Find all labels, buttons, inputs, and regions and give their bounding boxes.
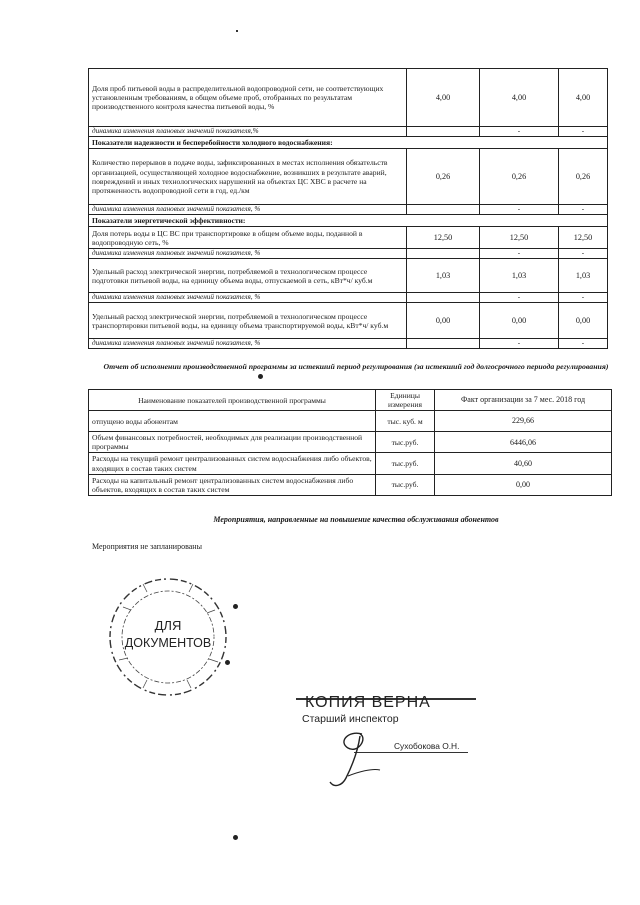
indicator-name: динамика изменения плановых значений показателя, % <box>89 339 407 349</box>
indicator-row <box>89 69 608 127</box>
dynamics-row <box>89 249 608 259</box>
indicator-name: динамика изменения плановых значений показателя, % <box>89 205 407 215</box>
indicator-name: динамика изменения плановых значений показателя, % <box>89 293 407 303</box>
signature <box>318 728 388 790</box>
bullet-dot <box>225 660 230 665</box>
measures-title: Мероприятия, направленные на повышение качества обслуживания абонентов <box>213 515 499 524</box>
indicator-value: - <box>480 293 559 303</box>
stamp-graphic <box>103 572 233 702</box>
table-row <box>89 453 612 474</box>
round-stamp <box>103 572 233 702</box>
table-row <box>89 411 612 432</box>
stamp-line-1: ДЛЯ <box>154 618 182 633</box>
scan-mark <box>236 30 238 32</box>
indicator-value: - <box>480 127 559 137</box>
indicator-name: Доля потерь воды в ЦС ВС при транспортировке в общем объеме воды, поданной в водопроводную сеть, % <box>89 227 407 249</box>
indicator-value <box>407 339 480 349</box>
header-unit: Единицы измерения <box>376 390 435 411</box>
indicator-value <box>407 127 480 137</box>
section-header-row <box>89 215 608 227</box>
indicator-value: 0,00 <box>480 303 559 339</box>
dynamics-row <box>89 293 608 303</box>
copy-stamp-role: Старший инспектор <box>302 713 399 725</box>
indicator-value: 4,00 <box>407 69 480 127</box>
table-row <box>89 474 612 495</box>
table-header-row <box>89 390 612 411</box>
row-value: 229,66 <box>435 411 612 432</box>
indicator-value: - <box>559 293 608 303</box>
indicator-value: 0,26 <box>480 149 559 205</box>
dynamics-row <box>89 205 608 215</box>
bullet-dot <box>258 374 263 379</box>
stamp-line-2: ДОКУМЕНТОВ <box>124 636 212 650</box>
indicator-name: Удельный расход электрической энергии, потребляемой в технологическом процессе подготовки питьевой воды, на единицу объема воды, отпускаемой в сеть, кВт*ч/ куб.м <box>89 259 407 293</box>
section-header-row <box>89 137 608 149</box>
indicator-value: 1,03 <box>559 259 608 293</box>
indicator-name: Удельный расход электрической энергии, потребляемой в технологическом процессе транспортировки питьевой воды, на единицу объема транспортируемой воды, кВт*ч/ куб.м <box>89 303 407 339</box>
indicator-row <box>89 227 608 249</box>
section-title: Показатели энергетической эффективности: <box>89 215 608 227</box>
indicator-value: 1,03 <box>480 259 559 293</box>
header-name: Наименование показателей производственной программы <box>89 390 376 411</box>
indicator-value: 1,03 <box>407 259 480 293</box>
bullet-dot <box>233 604 238 609</box>
section-title: Показатели надежности и бесперебойности холодного водоснабжения: <box>89 137 608 149</box>
indicator-value: 12,50 <box>559 227 608 249</box>
indicator-name: Доля проб питьевой воды в распределительной водопроводной сети, не соответствующих установленным требованиям, в общем объеме проб, отобранных по результатам производственного контроля качества питьевой воды, % <box>89 69 407 127</box>
table-row <box>89 432 612 453</box>
indicator-value: - <box>480 205 559 215</box>
indicator-row <box>89 303 608 339</box>
indicator-name: Количество перерывов в подаче воды, зафиксированных в местах исполнения обязательств организацией, осуществляющей холодное водоснабжение, возникших в результате аварий, повреждений и иных технологических нарушений на объектах ЦС ХВС в расчете на протяженность водопроводной сети в год, ед./км <box>89 149 407 205</box>
row-name: Расходы на капитальный ремонт централизованных систем водоснабжения либо объектов, входящих в состав таких систем <box>89 474 376 495</box>
indicator-value: 12,50 <box>407 227 480 249</box>
row-value: 40,60 <box>435 453 612 474</box>
bullet-dot <box>233 835 238 840</box>
row-unit: тыс.руб. <box>376 432 435 453</box>
header-fact: Факт организации за 7 мес. 2018 год <box>435 390 612 411</box>
indicator-value: - <box>480 249 559 259</box>
indicator-value: 12,50 <box>480 227 559 249</box>
row-unit: тыс.руб. <box>376 453 435 474</box>
indicator-value: - <box>559 127 608 137</box>
row-name: отпущено воды абонентам <box>89 411 376 432</box>
indicator-value <box>407 293 480 303</box>
row-unit: тыс. куб. м <box>376 411 435 432</box>
indicator-value: - <box>559 339 608 349</box>
indicator-name: динамика изменения плановых значений показателя, % <box>89 249 407 259</box>
indicator-value: 0,26 <box>559 149 608 205</box>
dynamics-row <box>89 339 608 349</box>
indicator-name: динамика изменения плановых значений показателя,% <box>89 127 407 137</box>
indicator-value: 0,00 <box>407 303 480 339</box>
indicator-value: 0,00 <box>559 303 608 339</box>
program-report-table <box>88 389 612 496</box>
indicator-value: 4,00 <box>480 69 559 127</box>
row-value: 6446,06 <box>435 432 612 453</box>
row-name: Объем финансовых потребностей, необходимых для реализации производственной программы <box>89 432 376 453</box>
indicators-table <box>88 68 608 349</box>
indicator-value: - <box>559 205 608 215</box>
indicator-row <box>89 259 608 293</box>
indicator-value: - <box>480 339 559 349</box>
row-value: 0,00 <box>435 474 612 495</box>
row-name: Расходы на текущий ремонт централизованных систем водоснабжения либо объектов, входящих в состав таких систем <box>89 453 376 474</box>
row-unit: тыс.руб. <box>376 474 435 495</box>
indicator-value <box>407 249 480 259</box>
copy-stamp-name: Сухобокова О.Н. <box>394 741 460 751</box>
dynamics-row <box>89 127 608 137</box>
copy-stamp-title: КОПИЯ ВЕРНА <box>305 694 431 711</box>
indicator-value: 0,26 <box>407 149 480 205</box>
report-title: Отчет об исполнении производственной программы за истекший период регулирования (за истекший год долгосрочного периода регулирования) <box>103 362 609 371</box>
measures-text: Мероприятия не запланированы <box>92 542 202 551</box>
indicator-value: - <box>559 249 608 259</box>
indicator-value: 4,00 <box>559 69 608 127</box>
indicator-row <box>89 149 608 205</box>
indicator-value <box>407 205 480 215</box>
